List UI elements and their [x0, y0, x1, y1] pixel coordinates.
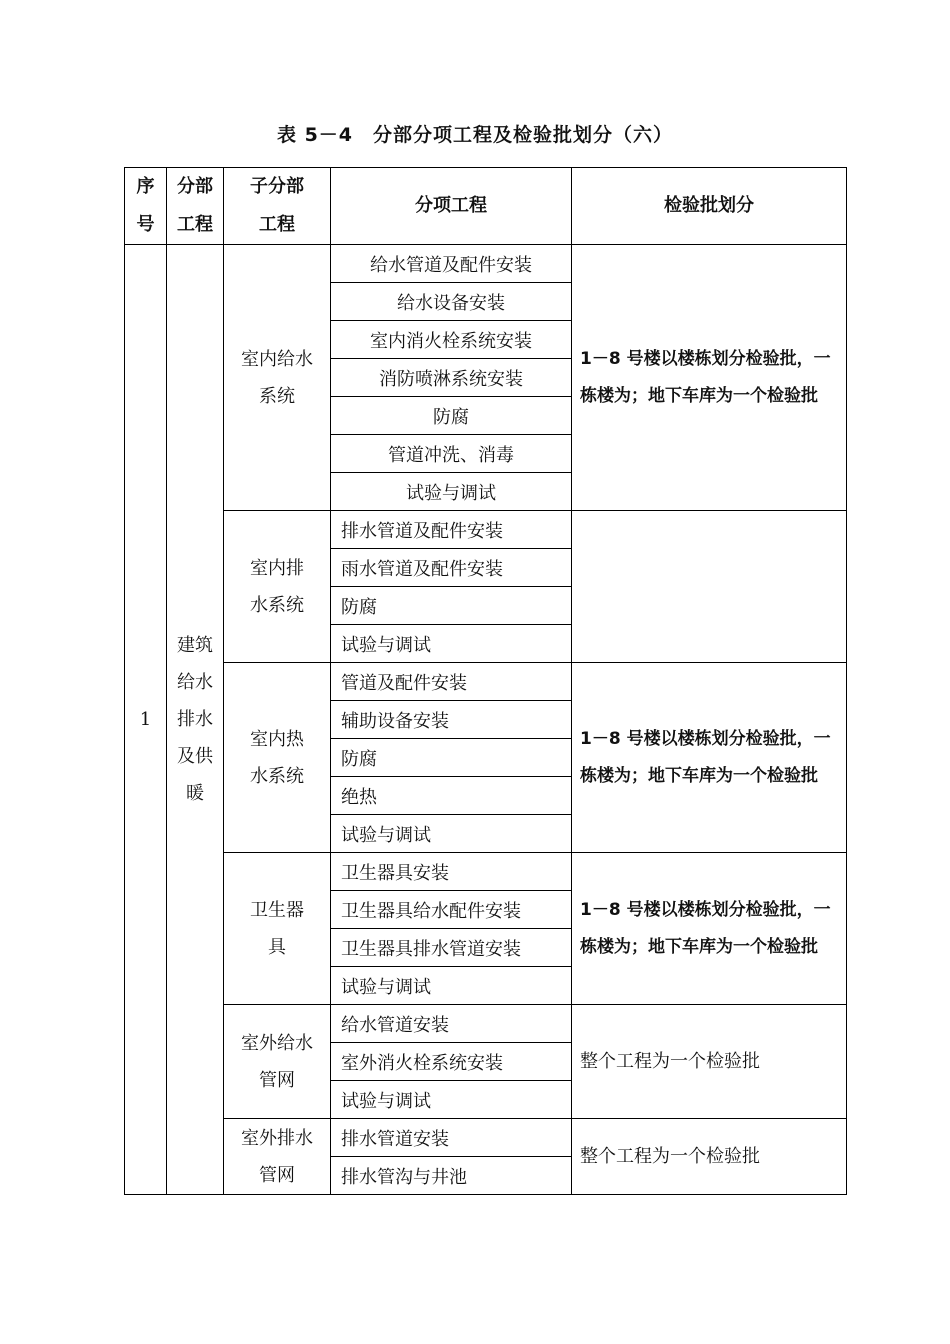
subdivision-cell — [224, 663, 331, 853]
header-row — [125, 168, 847, 245]
item-cell: 管道冲洗、消毒 — [331, 435, 572, 473]
item-cell: 试验与调试 — [331, 625, 572, 663]
item-cell: 排水管道安装 — [331, 1119, 572, 1157]
batch-cell: 1－8 号楼以楼栋划分检验批，一栋楼为；地下车库为一个检验批 — [572, 663, 847, 853]
batch-cell — [572, 511, 847, 663]
table-row — [125, 853, 847, 891]
item-cell: 绝热 — [331, 777, 572, 815]
header-subdivision: 子分部工程 — [224, 168, 331, 245]
subdivision-label: 室内排水系统 — [250, 557, 304, 616]
header-division: 分部工程 — [167, 168, 224, 245]
page-title: 表 5－4 分部分项工程及检验批划分（六） — [276, 124, 674, 146]
item-cell: 排水管沟与井池 — [331, 1157, 572, 1195]
subdivision-cell — [224, 1119, 331, 1195]
batch-cell: 整个工程为一个检验批 — [572, 1005, 847, 1119]
item-cell: 给水管道及配件安装 — [331, 245, 572, 283]
item-cell: 给水管道安装 — [331, 1005, 572, 1043]
subdivision-label: 卫生器具 — [250, 899, 304, 958]
subdivision-cell — [224, 853, 331, 1005]
header-item: 分项工程 — [331, 168, 572, 245]
table-row — [125, 511, 847, 549]
batch-cell: 1－8 号楼以楼栋划分检验批，一栋楼为；地下车库为一个检验批 — [572, 853, 847, 1005]
table-row — [125, 1005, 847, 1043]
item-cell: 给水设备安装 — [331, 283, 572, 321]
item-cell: 试验与调试 — [331, 473, 572, 511]
item-cell: 管道及配件安装 — [331, 663, 572, 701]
table-row — [125, 245, 847, 283]
item-cell: 卫生器具给水配件安装 — [331, 891, 572, 929]
table-row — [125, 663, 847, 701]
subdivision-label: 室外给水管网 — [241, 1032, 313, 1091]
item-cell: 雨水管道及配件安装 — [331, 549, 572, 587]
header-batch: 检验批划分 — [572, 168, 847, 245]
item-cell: 试验与调试 — [331, 815, 572, 853]
item-cell: 辅助设备安装 — [331, 701, 572, 739]
item-cell: 卫生器具排水管道安装 — [331, 929, 572, 967]
batch-cell: 1－8 号楼以楼栋划分检验批，一栋楼为；地下车库为一个检验批 — [572, 245, 847, 511]
header-seq: 序号 — [125, 168, 167, 245]
subdivision-cell — [224, 245, 331, 511]
subdivision-cell — [224, 511, 331, 663]
division-table — [124, 167, 847, 1195]
table-row — [125, 1119, 847, 1157]
division-label: 建筑给水排水及供暖 — [177, 635, 213, 804]
subdivision-cell — [224, 1005, 331, 1119]
item-cell: 消防喷淋系统安装 — [331, 359, 572, 397]
item-cell: 卫生器具安装 — [331, 853, 572, 891]
item-cell: 防腐 — [331, 397, 572, 435]
subdivision-label: 室内热水系统 — [250, 728, 304, 787]
item-cell: 排水管道及配件安装 — [331, 511, 572, 549]
seq-cell: 1 — [125, 245, 167, 1195]
table-body — [125, 245, 847, 1195]
item-cell: 试验与调试 — [331, 967, 572, 1005]
item-cell: 试验与调试 — [331, 1081, 572, 1119]
item-cell: 防腐 — [331, 587, 572, 625]
batch-cell: 整个工程为一个检验批 — [572, 1119, 847, 1195]
item-cell: 室外消火栓系统安装 — [331, 1043, 572, 1081]
item-cell: 室内消火栓系统安装 — [331, 321, 572, 359]
subdivision-label: 室外排水管网 — [241, 1127, 313, 1186]
division-cell — [167, 245, 224, 1195]
item-cell: 防腐 — [331, 739, 572, 777]
subdivision-label: 室内给水系统 — [241, 348, 313, 407]
